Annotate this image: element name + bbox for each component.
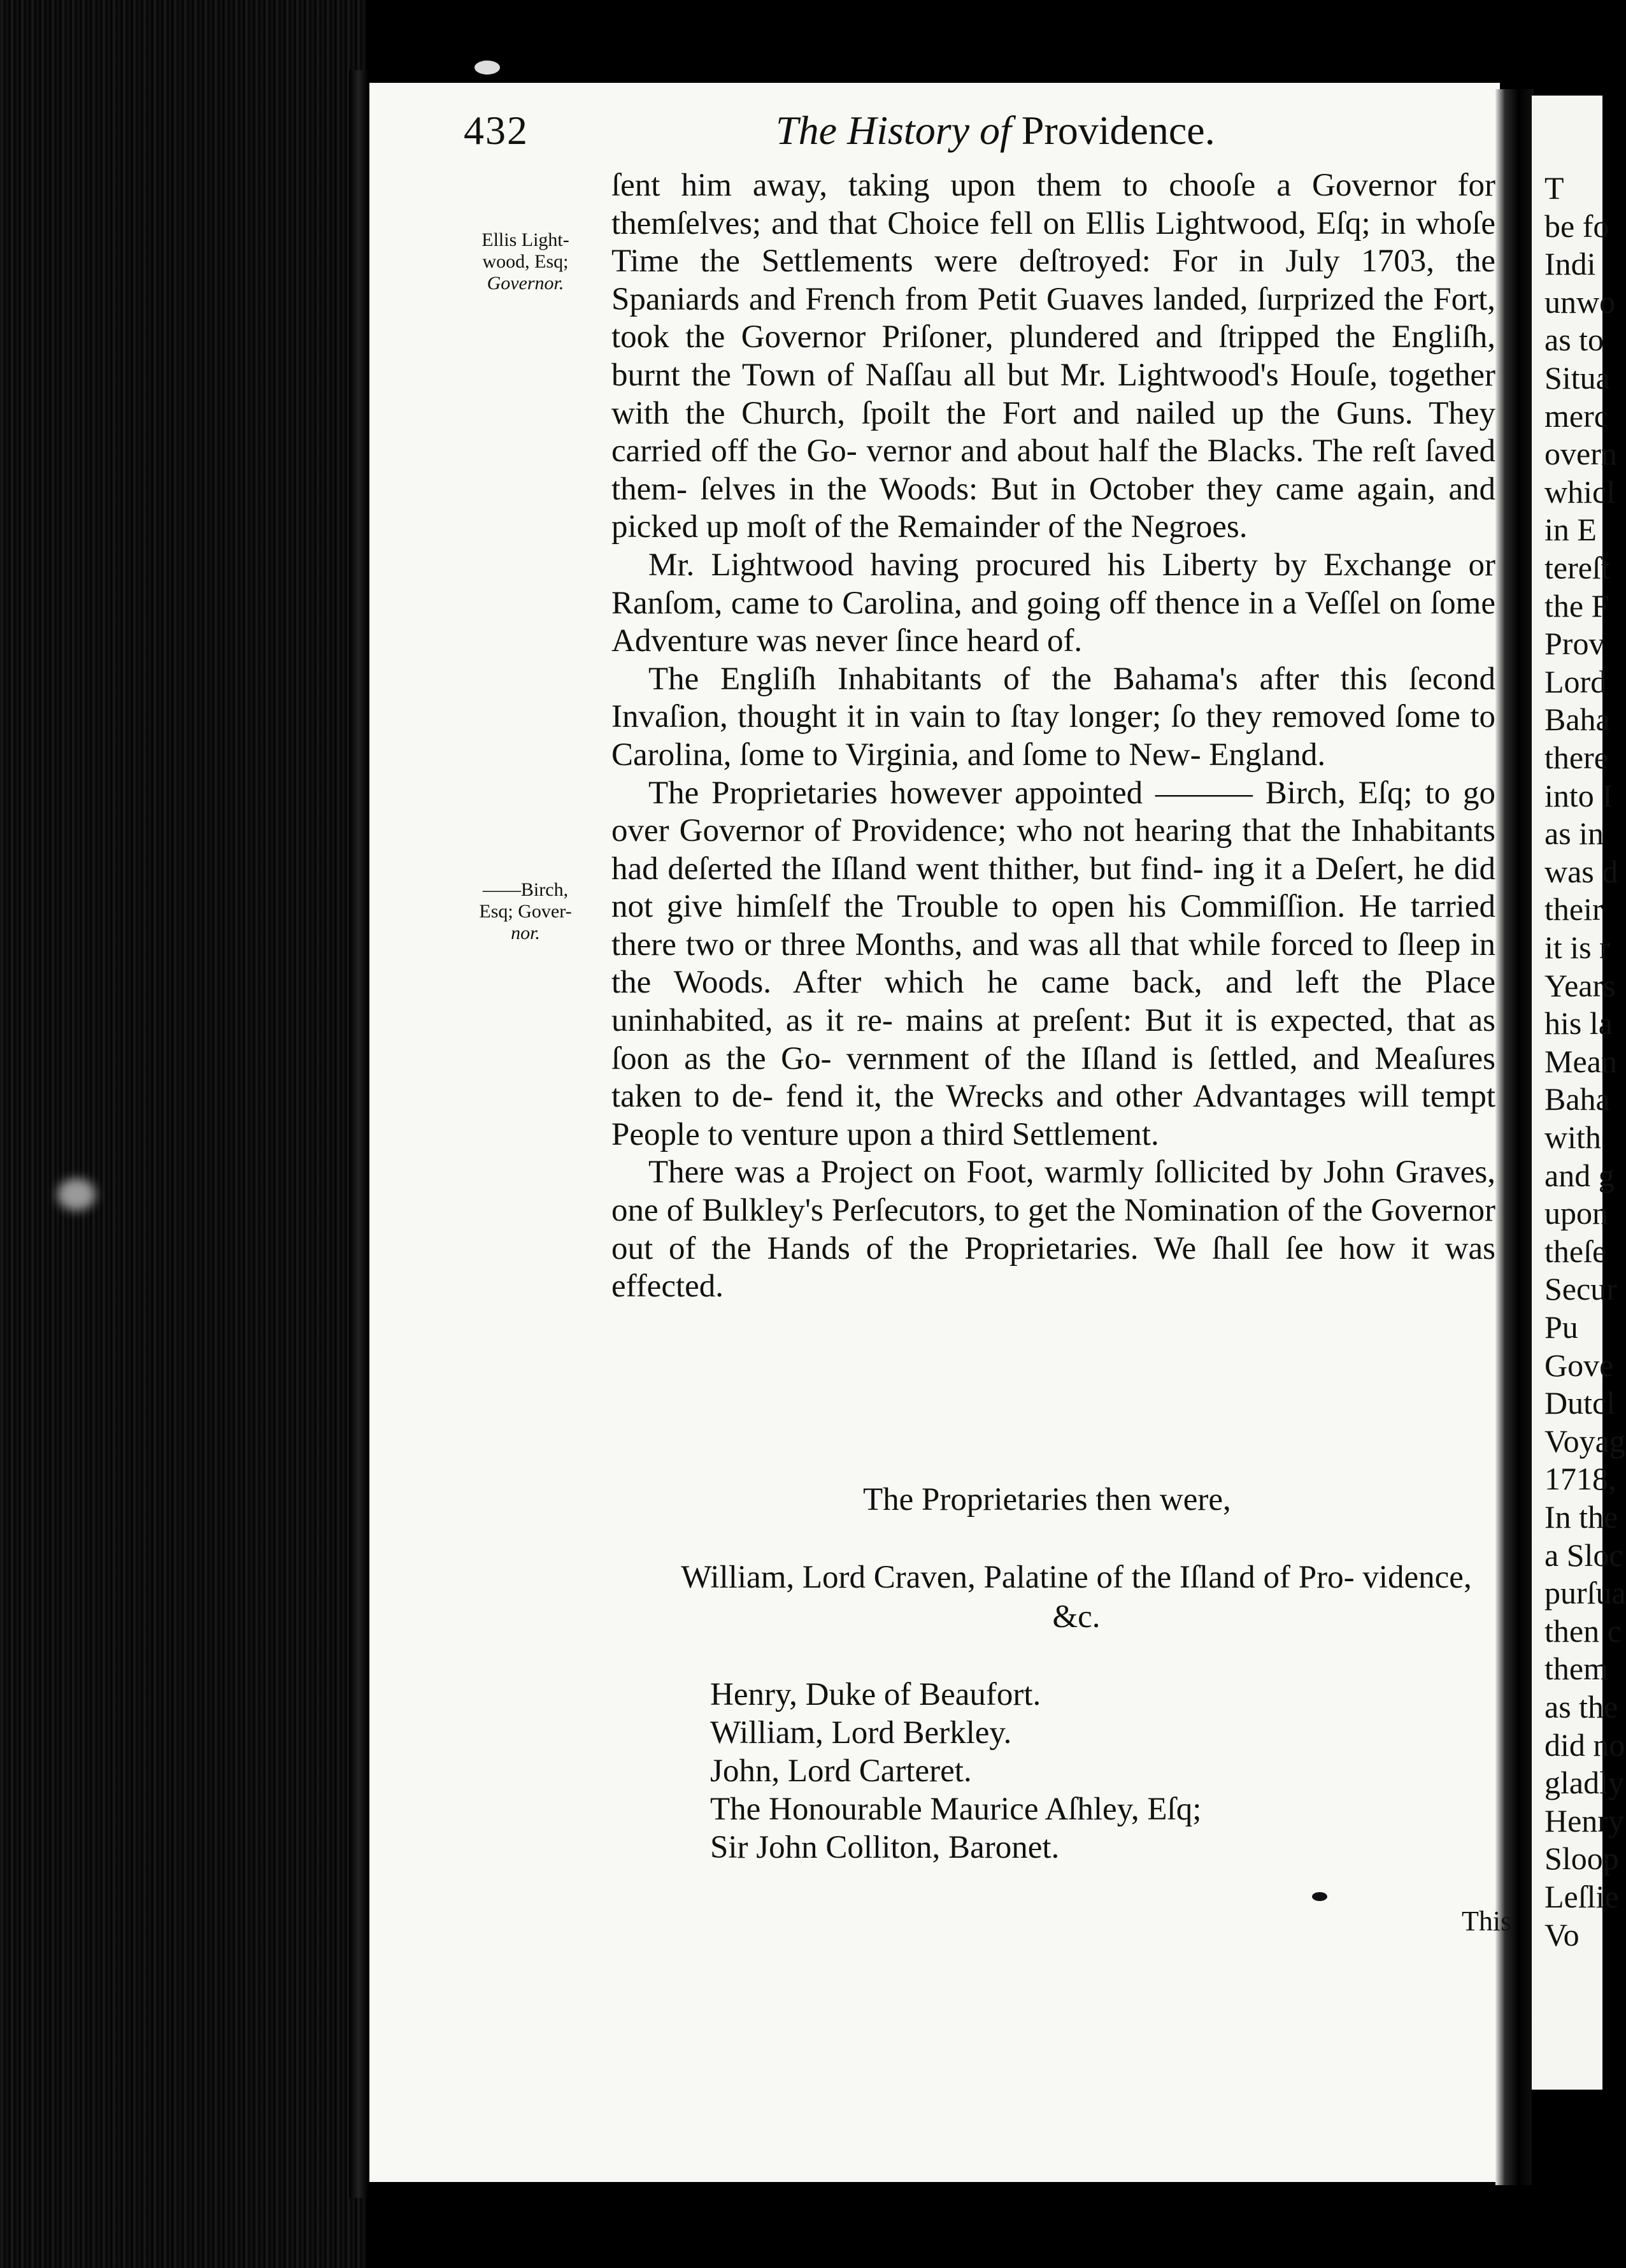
facing-page-line: Lord — [1544, 663, 1607, 700]
facing-page-line: unwo — [1544, 284, 1616, 320]
paragraph: Mr. Lightwood having procured his Liberty by Exchange or Ranſom, came to Carolina, and going off thence in a Veſſel on ſome Adventure was never ſince heard of. — [611, 547, 1495, 659]
facing-page-line: upon — [1544, 1195, 1608, 1231]
facing-page-line: In the — [1544, 1499, 1618, 1535]
facing-page-line: Indi — [1544, 246, 1596, 282]
facing-page-line: Baha — [1544, 701, 1610, 738]
margin-note-line: nor. — [511, 922, 540, 944]
page-header — [464, 107, 1495, 164]
facing-page-fragment — [1532, 96, 1626, 2090]
facing-page-line: purſua — [1544, 1575, 1626, 1611]
facing-page-line: Dutcl — [1544, 1385, 1616, 1421]
facing-page-line: 1718, — [1544, 1461, 1616, 1497]
facing-page-line: overn — [1544, 436, 1617, 472]
paragraph: ſent him away, taking upon them to chooſe a Governor for themſelves; and that Choice fell on Ellis Lightwood, Eſq; in whoſe Time the Settlements were deſtroyed: For in July 1703, the Spaniards and French from Petit Guaves landed, ſurprized the Fort, took the Governor Priſoner, plundered and ſtripped the Engliſh, burnt the Town of Naſſau all but Mr. Lightwood's Houſe, together with the Church, ſpoilt the Fort and nailed up the Guns. They carried off the Go- vernor and about half the Blacks. The reſt ſaved them- ſelves in the Woods: But in October they came again, and picked up moſt of the Remainder of the Negroes. — [611, 168, 1495, 545]
facing-page-line: a Sloc — [1544, 1537, 1623, 1573]
facing-page-line: his la — [1544, 1005, 1613, 1042]
facing-page-line: Pu — [1544, 1309, 1578, 1345]
page-number: 432 — [464, 108, 529, 153]
margin-note-birch — [446, 879, 605, 944]
margin-note-line: Governor. — [487, 273, 564, 294]
facing-page-line: Prov — [1544, 626, 1605, 662]
facing-page-line: and g — [1544, 1157, 1615, 1193]
paragraph: There was a Project on Foot, warmly ſollicited by John Graves, one of Bulkley's Perſecutors, to get the Nomination of the Governor out of the Hands of the Proprietaries. We ſhall ſee how it was effected. — [611, 1154, 1495, 1305]
facing-page-line: as the — [1544, 1689, 1618, 1725]
list-item: John, Lord Carteret. — [710, 1753, 972, 1789]
facing-page-line: in E — [1544, 512, 1597, 548]
body-text — [611, 167, 1495, 1306]
facing-page-line: Henry — [1544, 1802, 1624, 1839]
facing-page-line: their — [1544, 891, 1603, 928]
ink-blot — [1312, 1892, 1327, 1901]
running-title-italic: The History of — [776, 108, 1011, 153]
facing-page-line: T — [1544, 170, 1564, 206]
facing-page-line: them — [1544, 1651, 1608, 1687]
facing-page-line: there — [1544, 740, 1608, 775]
facing-page-line: whicl — [1544, 473, 1616, 510]
left-page-edge — [349, 70, 368, 2198]
facing-page-line: tereſt — [1544, 550, 1610, 585]
facing-page-line: as to — [1544, 322, 1604, 358]
margin-note-line: wood, Esq; — [482, 251, 569, 272]
margin-note-line: Ellis Light- — [481, 229, 569, 250]
facing-page-line: Vo — [1544, 1916, 1580, 1953]
facing-page-line: as in — [1544, 815, 1604, 852]
facing-page-line: theſe — [1544, 1233, 1607, 1269]
facing-page-line: into I — [1544, 777, 1613, 814]
list-item: Henry, Duke of Beaufort. — [710, 1677, 1041, 1712]
running-title — [776, 107, 1215, 154]
list-item: The Honourable Maurice Aſhley, Eſq; — [710, 1791, 1202, 1827]
facing-page-line: did no — [1544, 1726, 1625, 1763]
paragraph: The Proprietaries however appointed ——— Birch, Eſq; to go over Governor of Providence; who not hearing that the Inhabitants had deſerted the Iſland went thither, but find- ing it a Deſert, he did not give himſelf the Trouble to open his Commiſſion. He tarried there two or three Months, and was all that while forced to ſleep in the Woods. After which he came back, and left the Place uninhabited, as it re- mains at preſent: But it is expected, that as ſoon as the Go- vernment of the Iſland is ſettled, and Meaſures taken to de- fend it, the Wrecks and other Advantages will tempt People to venture upon a third Settlement. — [611, 775, 1495, 1152]
scan-border — [1532, 2090, 1602, 2268]
running-title-roman: Providence. — [1021, 108, 1215, 153]
facing-page-line: was d — [1544, 853, 1618, 889]
facing-page-line: with — [1544, 1119, 1601, 1155]
facing-page-line: Secur — [1544, 1271, 1617, 1307]
facing-page-line: Gove — [1544, 1347, 1614, 1383]
facing-page-line: Voyag — [1544, 1423, 1625, 1459]
facing-page-line: the F — [1544, 587, 1609, 624]
facing-page-line: then c — [1544, 1612, 1622, 1649]
proprietaries-list — [710, 1676, 1201, 1867]
margin-note-lightwood — [446, 229, 605, 294]
list-item: William, Lord Berkley. — [710, 1715, 1012, 1751]
facing-page-line: Leſlie — [1544, 1879, 1619, 1914]
book-gutter — [1495, 89, 1534, 2185]
palatine-entry: William, Lord Craven, Palatine of the Iſland of Pro- vidence, &c. — [681, 1560, 1472, 1635]
paragraph: The Engliſh Inhabitants of the Bahama's after this ſecond Invaſion, thought it in vain to ſtay longer; ſo they removed ſome to Carolina, ſome to Virginia, and ſome to New- England. — [611, 661, 1495, 773]
facing-page-line: Years — [1544, 967, 1616, 1003]
catchword: This — [1462, 1906, 1512, 1937]
facing-page-line: Sloop — [1544, 1841, 1619, 1877]
margin-note-line: ——Birch, — [482, 879, 569, 900]
facing-page-line: Baha — [1544, 1081, 1610, 1117]
facing-page-line: Mean — [1544, 1043, 1617, 1079]
list-item: Sir John Colliton, Baronet. — [710, 1830, 1060, 1865]
left-binding-shadow — [0, 0, 366, 2268]
facing-page-line: gladly — [1544, 1765, 1624, 1801]
facing-page-line: merc — [1544, 398, 1608, 434]
facing-page-line: it is r — [1544, 929, 1610, 965]
facing-page-line: be fo — [1544, 208, 1609, 244]
proprietaries-heading: The Proprietaries then were, — [863, 1482, 1231, 1518]
facing-page-line: Situa — [1544, 360, 1610, 396]
margin-note-line: Esq; Gover- — [479, 901, 572, 922]
